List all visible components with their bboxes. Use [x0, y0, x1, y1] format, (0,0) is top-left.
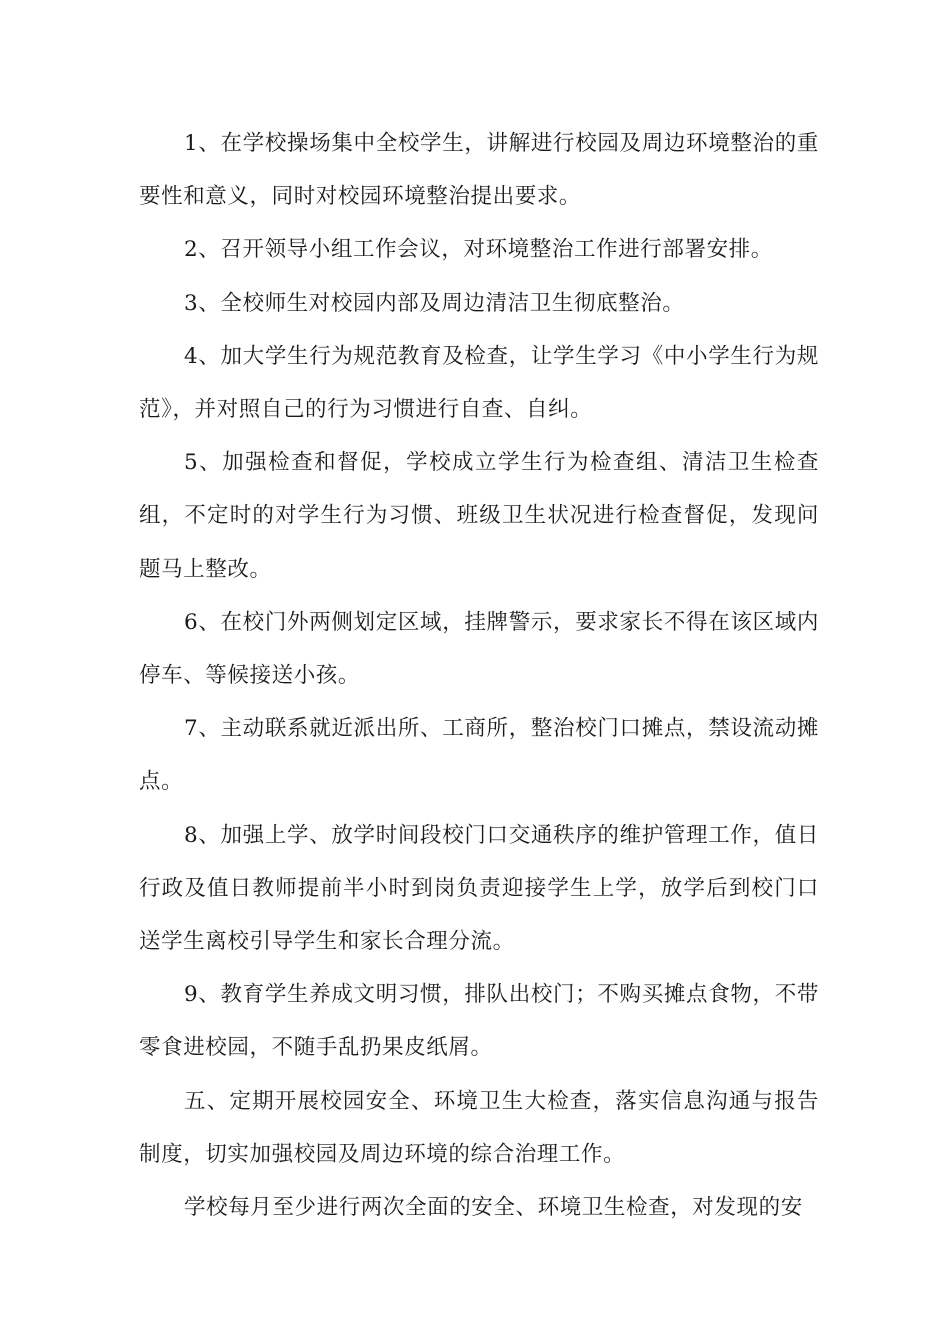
paragraph-9: 9、教育学生养成文明习惯，排队出校门；不购买摊点食物，不带零食进校园，不随手乱扔果皮纸屑。	[139, 982, 819, 1061]
paragraph-4: 4、加大学生行为规范教育及检查，让学生学习《中小学生行为规范》，并对照自己的行为习惯进行自查、自纠。	[139, 343, 819, 423]
paragraph-5: 5、加强检查和督促，学校成立学生行为检查组、清洁卫生检查组，不定时的对学生行为习惯、班级卫生状况进行检查督促，发现问题马上整改。	[139, 450, 819, 582]
paragraph-11: 学校每月至少进行两次全面的安全、环境卫生检查，对发现的安	[184, 1195, 803, 1221]
paragraph-7: 7、主动联系就近派出所、工商所，整治校门口摊点，禁设流动摊点。	[139, 716, 819, 795]
paragraph-1: 1、在学校操场集中全校学生，讲解进行校园及周边环境整治的重要性和意义，同时对校园环境整治提出要求。	[139, 131, 819, 210]
paragraph-8: 8、加强上学、放学时间段校门口交通秩序的维护管理工作，值日行政及值日教师提前半小时到岗负责迎接学生上学，放学后到校门口送学生离校引导学生和家长合理分流。	[139, 822, 819, 955]
paragraph-3: 3、全校师生对校园内部及周边清洁卫生彻底整治。	[184, 290, 685, 316]
document-body	[139, 117, 819, 1234]
paragraph-2: 2、召开领导小组工作会议，对环境整治工作进行部署安排。	[184, 237, 773, 263]
section-heading-five: 五、定期开展校园安全、环境卫生大检查，落实信息沟通与报告制度，切实加强校园及周边环境的综合治理工作。	[139, 1088, 819, 1167]
paragraph-6: 6、在校门外两侧划定区域，挂牌警示，要求家长不得在该区域内停车、等候接送小孩。	[139, 609, 819, 689]
